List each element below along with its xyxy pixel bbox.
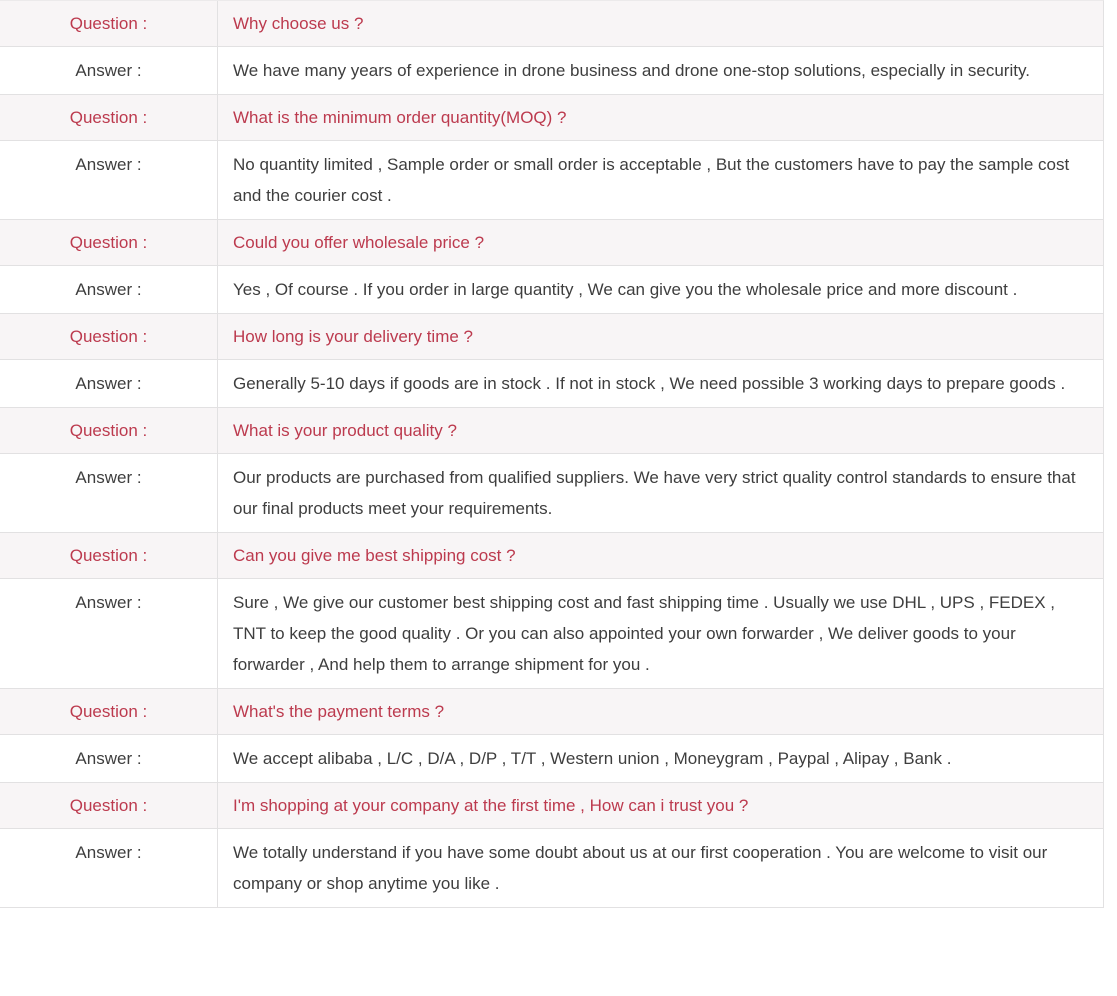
faq-answer-row — [0, 360, 1103, 408]
answer-label: Answer : — [0, 47, 218, 94]
faq-answer-row — [0, 47, 1103, 95]
answer-text: We accept alibaba , L/C , D/A , D/P , T/T , Western union , Moneygram , Paypal , Alipay , Bank . — [233, 749, 952, 768]
answer-text: We have many years of experience in drone business and drone one-stop solutions, especially in security. — [233, 61, 1030, 80]
question-label: Question : — [0, 689, 218, 734]
question-label: Question : — [0, 1, 218, 46]
question-text: Can you give me best shipping cost ? — [233, 546, 516, 565]
faq-question-row — [0, 95, 1103, 141]
faq-answer-row — [0, 829, 1103, 908]
question-label: Question : — [0, 95, 218, 140]
faq-answer-row — [0, 141, 1103, 220]
faq-question-row — [0, 1, 1103, 47]
question-text: What's the payment terms ? — [233, 702, 445, 721]
question-text: I'm shopping at your company at the first time , How can i trust you ? — [233, 796, 749, 815]
question-label: Question : — [0, 783, 218, 828]
answer-text: Yes , Of course . If you order in large quantity , We can give you the wholesale price and more discount . — [233, 280, 1018, 299]
question-text: Could you offer wholesale price ? — [233, 233, 485, 252]
answer-label: Answer : — [0, 141, 218, 219]
answer-text: We totally understand if you have some doubt about us at our first cooperation . You are welcome to visit our company or shop anytime you like . — [233, 843, 1048, 893]
answer-label: Answer : — [0, 360, 218, 407]
faq-question-row — [0, 783, 1103, 829]
answer-label: Answer : — [0, 735, 218, 782]
faq-answer-row — [0, 454, 1103, 533]
faq-answer-row — [0, 266, 1103, 314]
answer-label: Answer : — [0, 829, 218, 907]
answer-text: Generally 5-10 days if goods are in stock . If not in stock , We need possible 3 working days to prepare goods . — [233, 374, 1066, 393]
faq-answer-row — [0, 735, 1103, 783]
answer-text: Sure , We give our customer best shipping cost and fast shipping time . Usually we use DHL , UPS , FEDEX , TNT to keep the good quality . Or you can also appointed your own forwarder , We deliver goods to your forwarder , And help them to arrange shipment for you . — [233, 593, 1056, 674]
faq-answer-row — [0, 579, 1103, 689]
answer-label: Answer : — [0, 266, 218, 313]
question-text: What is the minimum order quantity(MOQ) ? — [233, 108, 567, 127]
question-text: How long is your delivery time ? — [233, 327, 473, 346]
question-text: Why choose us ? — [233, 14, 364, 33]
faq-question-row — [0, 220, 1103, 266]
faq-question-row — [0, 533, 1103, 579]
question-label: Question : — [0, 220, 218, 265]
faq-question-row — [0, 408, 1103, 454]
question-label: Question : — [0, 533, 218, 578]
answer-text: Our products are purchased from qualified suppliers. We have very strict quality control standards to ensure that our final products meet your requirements. — [233, 468, 1076, 518]
question-label: Question : — [0, 314, 218, 359]
question-label: Question : — [0, 408, 218, 453]
question-text: What is your product quality ? — [233, 421, 457, 440]
answer-label: Answer : — [0, 454, 218, 532]
answer-label: Answer : — [0, 579, 218, 688]
faq-question-row — [0, 689, 1103, 735]
faq-question-row — [0, 314, 1103, 360]
answer-text: No quantity limited , Sample order or small order is acceptable , But the customers have to pay the sample cost and the courier cost . — [233, 155, 1070, 205]
